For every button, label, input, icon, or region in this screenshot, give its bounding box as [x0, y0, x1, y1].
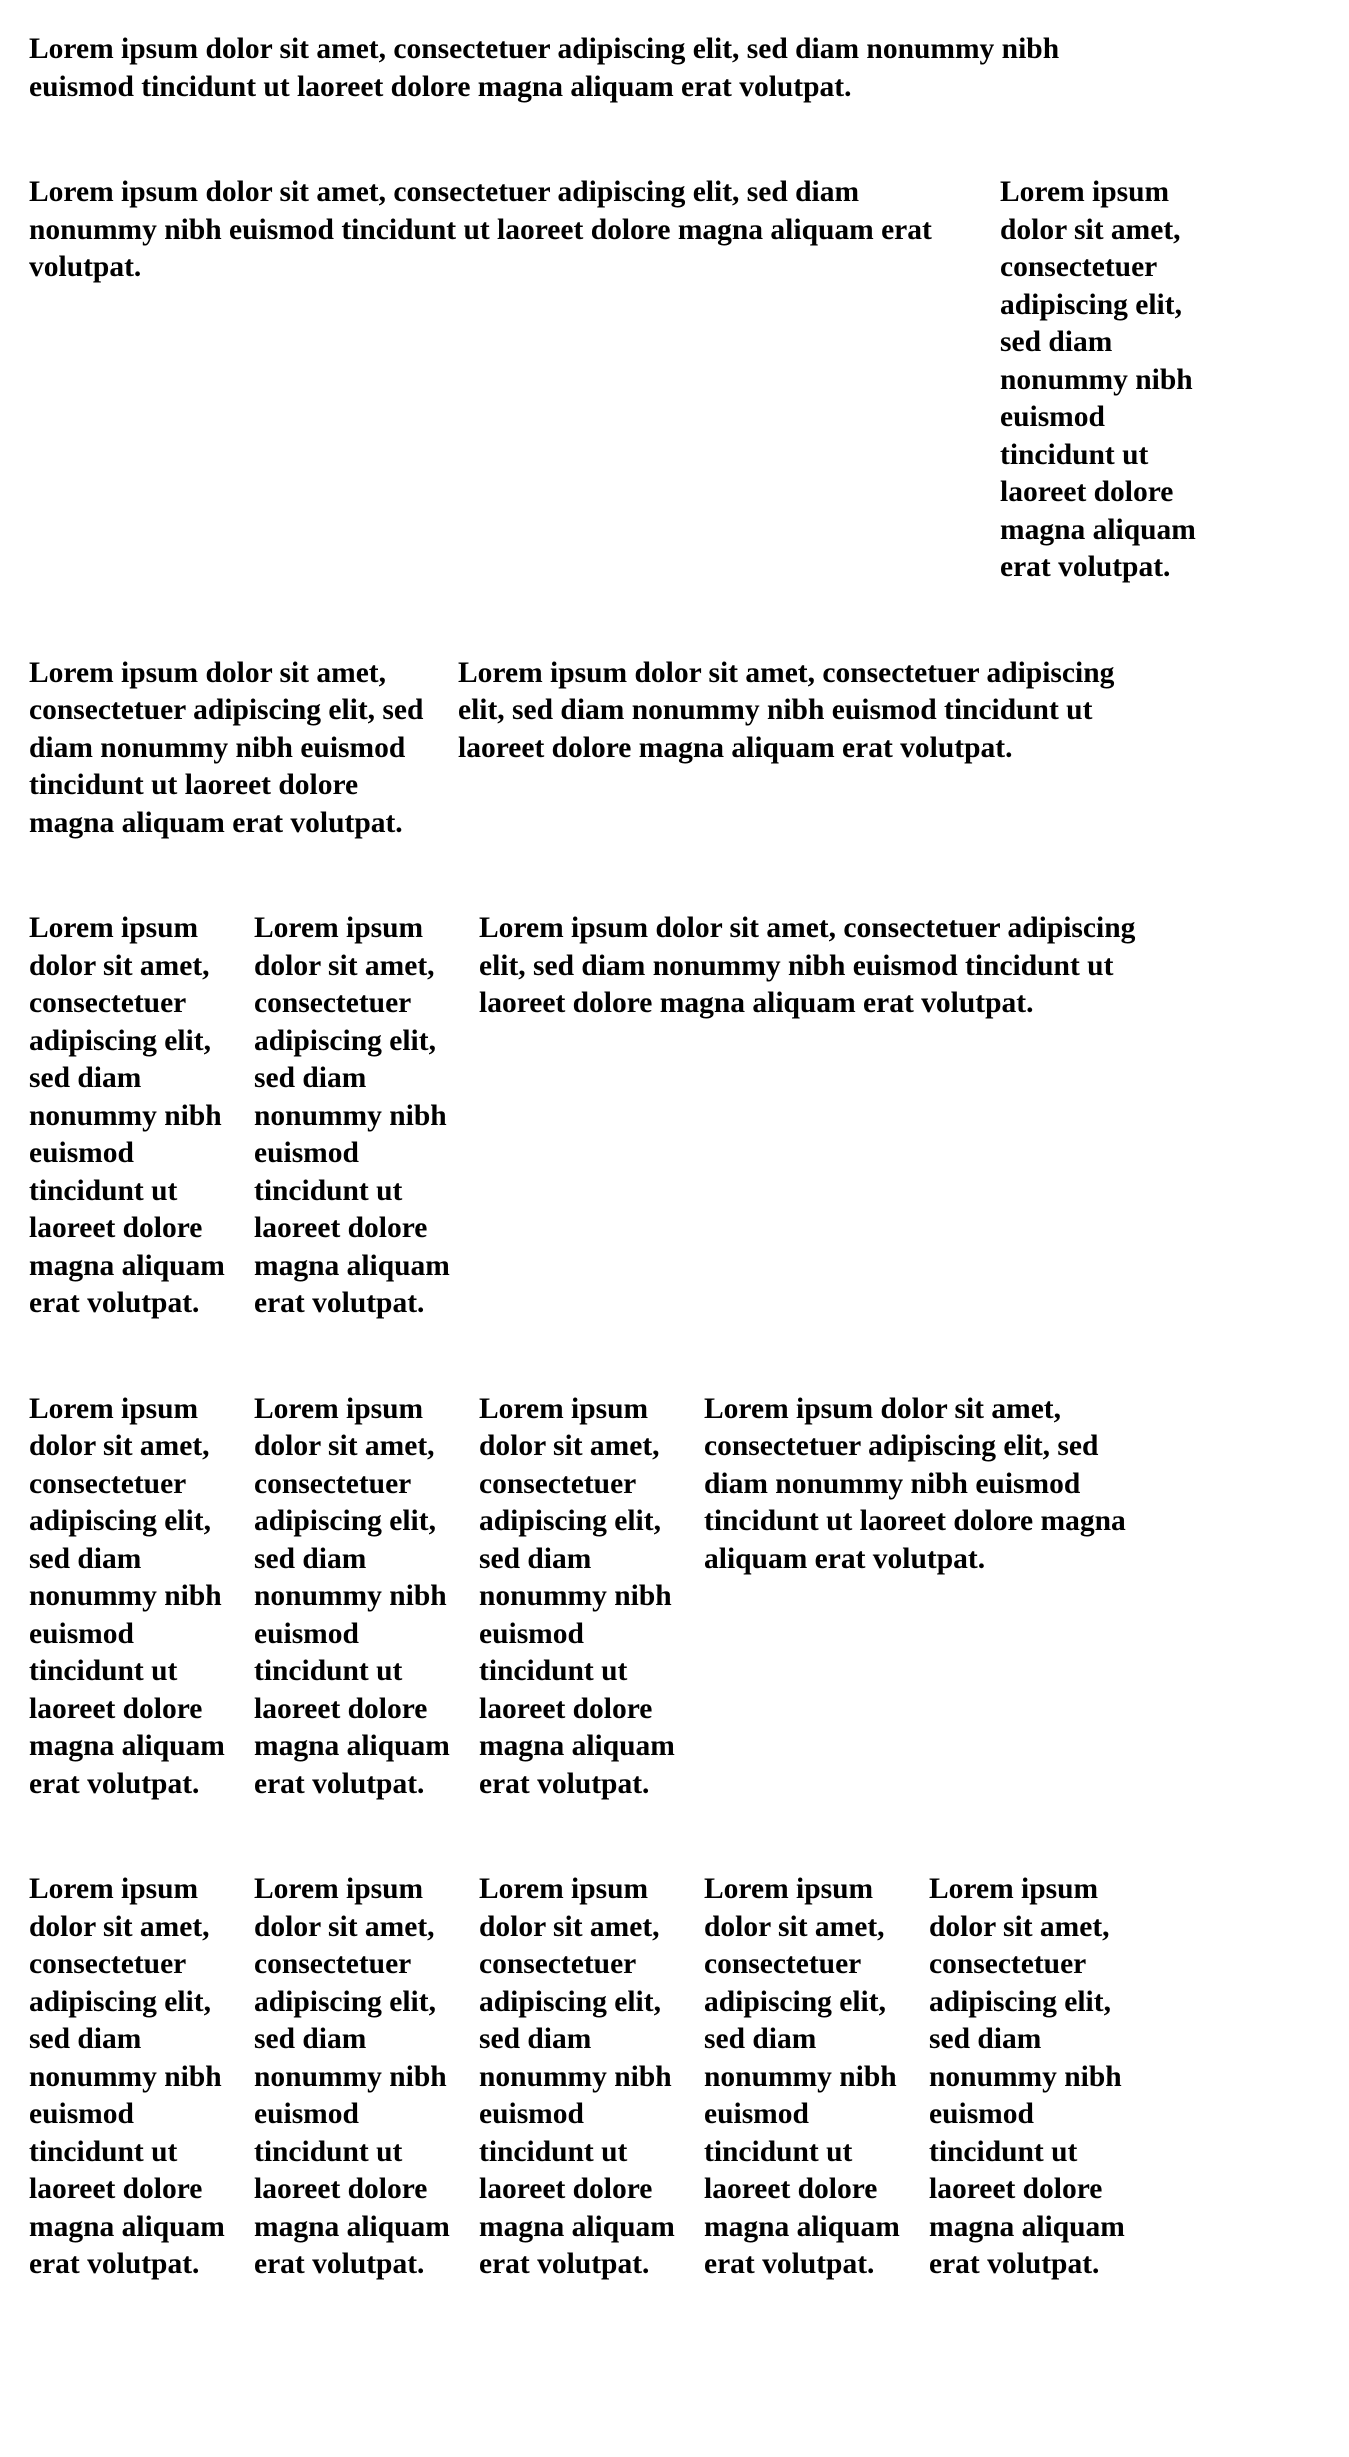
text-block: Lorem ipsum dolor sit amet, consectetuer adipiscing elit, sed diam nonummy nibh euismod tincidunt ut laoreet dolore magna aliquam erat volutpat.	[458, 656, 1115, 764]
text-row-6	[29, 1871, 1229, 2284]
text-block: Lorem ipsum dolor sit amet, consectetuer adipiscing elit, sed diam nonummy nibh euismod tincidunt ut laoreet dolore magna aliquam erat volutpat.	[479, 1392, 675, 1800]
text-block: Lorem ipsum dolor sit amet, consectetuer adipiscing elit, sed diam nonummy nibh euismod tincidunt ut laoreet dolore magna aliquam erat volutpat.	[29, 656, 424, 839]
text-block: Lorem ipsum dolor sit amet, consectetuer adipiscing elit, sed diam nonummy nibh euismod tincidunt ut laoreet dolore magna aliquam erat volutpat.	[1000, 176, 1196, 583]
text-block: Lorem ipsum dolor sit amet, consectetuer adipiscing elit, sed diam nonummy nibh euismod tincidunt ut laoreet dolore magna aliquam erat volutpat.	[29, 1873, 225, 2280]
text-row-5	[29, 1391, 1229, 1804]
text-row-1	[29, 31, 1229, 106]
text-block: Lorem ipsum dolor sit amet, consectetuer adipiscing elit, sed diam nonummy nibh euismod tincidunt ut laoreet dolore magna aliquam erat volutpat.	[254, 1392, 450, 1800]
text-block: Lorem ipsum dolor sit amet, consectetuer adipiscing elit, sed diam nonummy nibh euismod tincidunt ut laoreet dolore magna aliquam erat volutpat.	[479, 1873, 675, 2280]
text-block: Lorem ipsum dolor sit amet, consectetuer adipiscing elit, sed diam nonummy nibh euismod tincidunt ut laoreet dolore magna aliquam erat volutpat.	[704, 1873, 900, 2280]
document-page	[29, 31, 1229, 2284]
text-block: Lorem ipsum dolor sit amet, consectetuer adipiscing elit, sed diam nonummy nibh euismod tincidunt ut laoreet dolore magna aliquam erat volutpat.	[704, 1392, 1126, 1575]
text-block: Lorem ipsum dolor sit amet, consectetuer adipiscing elit, sed diam nonummy nibh euismod tincidunt ut laoreet dolore magna aliquam erat volutpat.	[479, 912, 1136, 1019]
text-block: Lorem ipsum dolor sit amet, consectetuer adipiscing elit, sed diam nonummy nibh euismod tincidunt ut laoreet dolore magna aliquam erat volutpat.	[29, 1392, 225, 1800]
text-row-3	[29, 655, 1229, 843]
text-block: Lorem ipsum dolor sit amet, consectetuer adipiscing elit, sed diam nonummy nibh euismod tincidunt ut laoreet dolore magna aliquam erat volutpat.	[29, 176, 932, 283]
text-block: Lorem ipsum dolor sit amet, consectetuer adipiscing elit, sed diam nonummy nibh euismod tincidunt ut laoreet dolore magna aliquam erat volutpat.	[254, 1873, 450, 2280]
text-block: Lorem ipsum dolor sit amet, consectetuer adipiscing elit, sed diam nonummy nibh euismod tincidunt ut laoreet dolore magna aliquam erat volutpat.	[929, 1873, 1125, 2280]
text-block: Lorem ipsum dolor sit amet, consectetuer adipiscing elit, sed diam nonummy nibh euismod tincidunt ut laoreet dolore magna aliquam erat volutpat.	[29, 912, 225, 1319]
text-block: Lorem ipsum dolor sit amet, consectetuer adipiscing elit, sed diam nonummy nibh euismod tincidunt ut laoreet dolore magna aliquam erat volutpat.	[254, 912, 450, 1319]
text-row-2	[29, 174, 1229, 587]
text-row-4	[29, 910, 1229, 1323]
text-block: Lorem ipsum dolor sit amet, consectetuer adipiscing elit, sed diam nonummy nibh euismod tincidunt ut laoreet dolore magna aliquam erat volutpat.	[29, 33, 1060, 103]
